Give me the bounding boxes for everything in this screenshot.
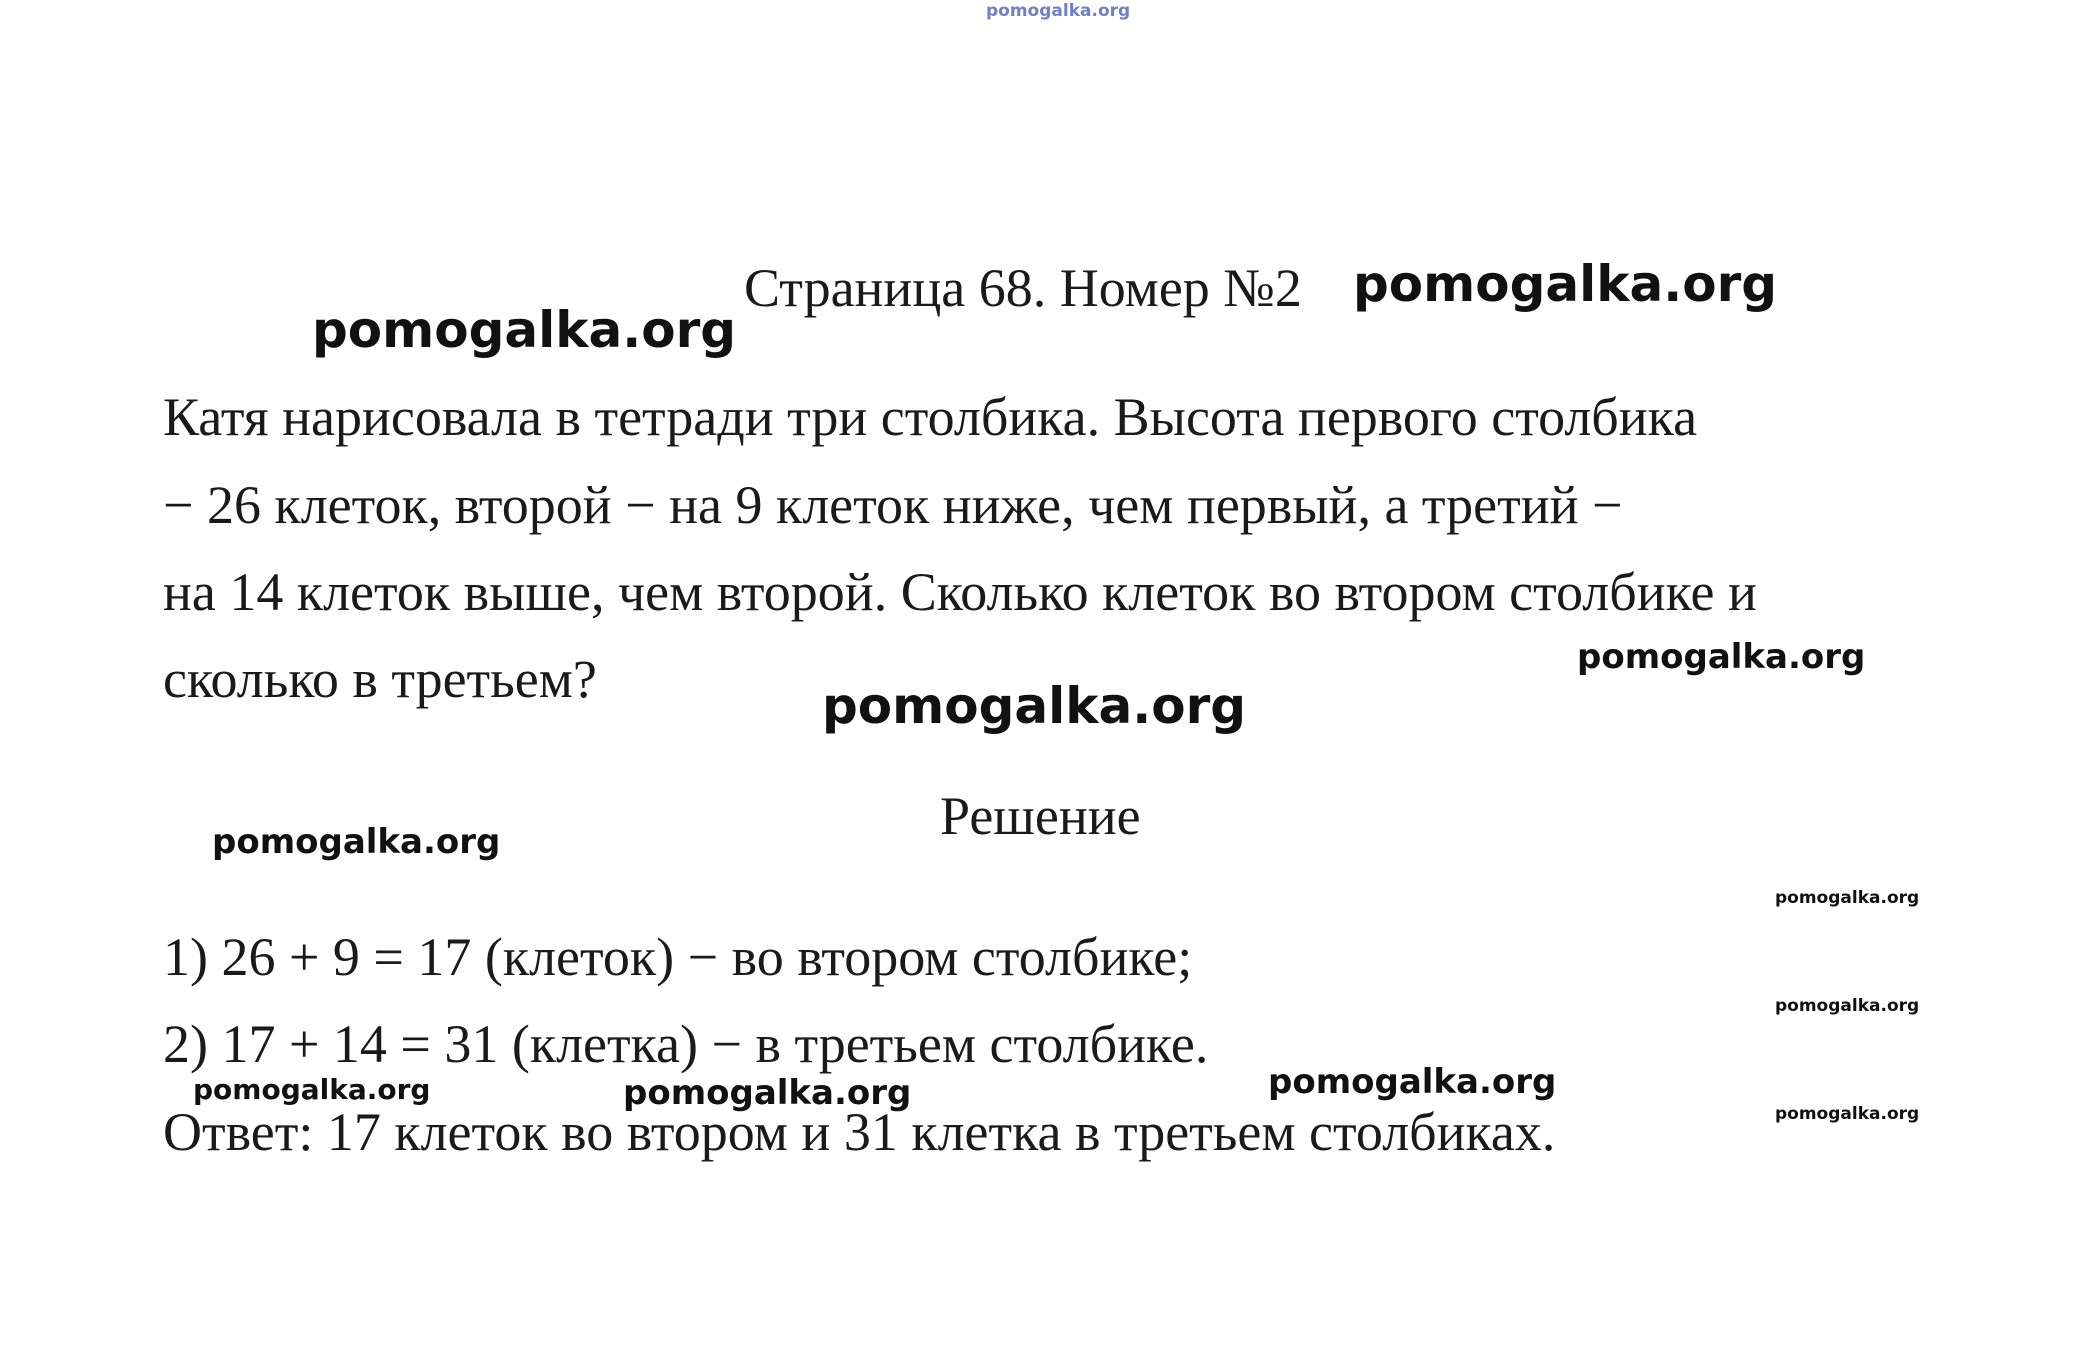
watermark: pomogalka.org <box>822 677 1247 735</box>
watermark: pomogalka.org <box>623 1073 912 1113</box>
watermark: pomogalka.org <box>212 822 501 862</box>
problem-line: сколько в третьем? <box>163 649 597 709</box>
solution-step: 1) 26 + 9 = 17 (клеток) − во втором столбике; <box>163 927 1193 987</box>
watermark: pomogalka.org <box>1775 996 1920 1016</box>
solution-heading: Решение <box>940 786 1141 846</box>
watermark: pomogalka.org <box>1268 1062 1557 1102</box>
header-watermark: pomogalka.org <box>986 1 1131 21</box>
problem-line: на 14 клеток выше, чем второй. Сколько клеток во втором столбике и <box>163 562 1757 622</box>
solution-step: 2) 17 + 14 = 31 (клетка) − в третьем столбике. <box>163 1014 1209 1074</box>
watermark: pomogalka.org <box>193 1073 431 1106</box>
problem-line: Катя нарисовала в тетради три столбика. Высота первого столбика <box>163 387 1698 447</box>
page-title: Страница 68. Номер №2 <box>744 258 1302 318</box>
watermark: pomogalka.org <box>1353 255 1778 313</box>
watermark: pomogalka.org <box>1775 888 1920 908</box>
watermark: pomogalka.org <box>312 301 737 359</box>
answer-text: Ответ: 17 клеток во втором и 31 клетка в третьем столбиках. <box>163 1102 1556 1162</box>
problem-line: − 26 клеток, второй − на 9 клеток ниже, чем первый, а третий − <box>163 475 1623 535</box>
watermark: pomogalka.org <box>1775 1104 1920 1124</box>
watermark: pomogalka.org <box>1577 637 1866 677</box>
